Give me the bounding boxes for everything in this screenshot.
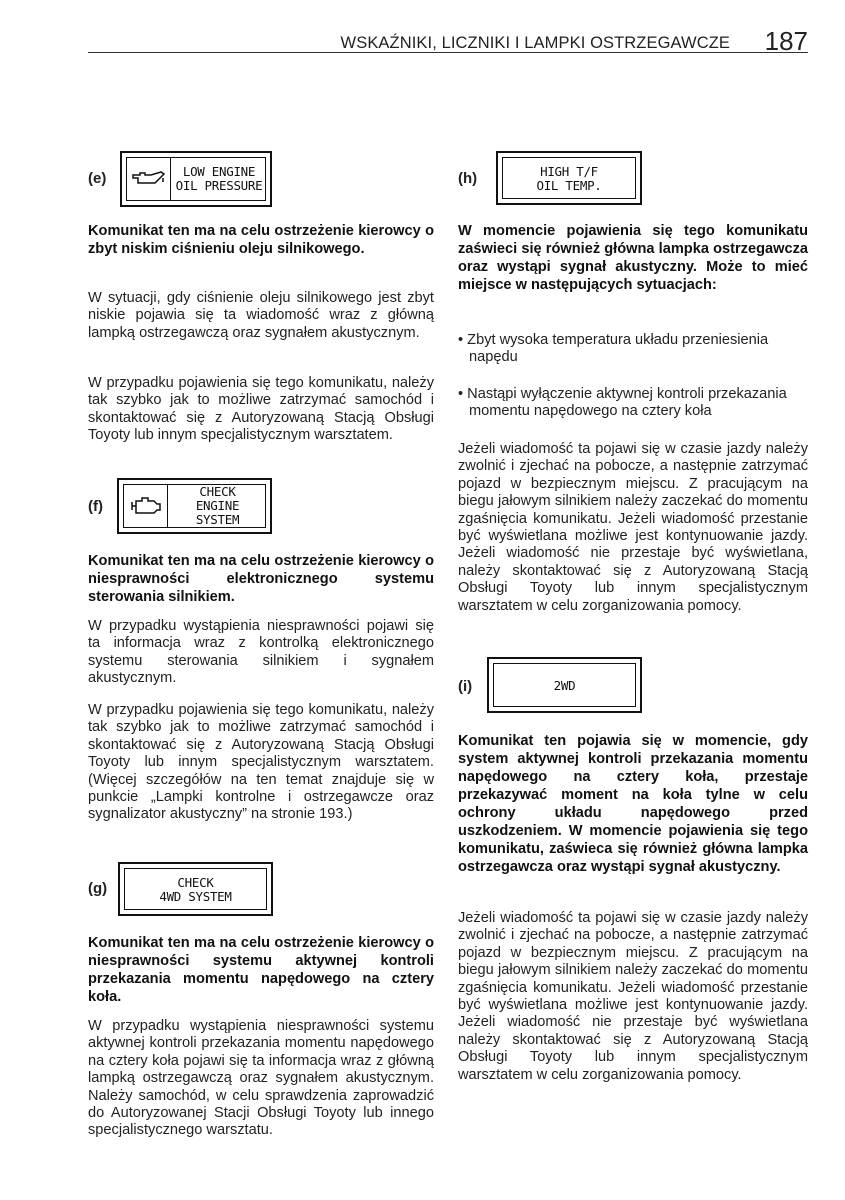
oil-can-icon bbox=[131, 169, 167, 189]
display-g-line-1: CHECK bbox=[177, 875, 214, 890]
h-paragraph-1: Jeżeli wiadomość ta pojawi się w czasie jazdy należy zwolnić i zjechać na pobocze, a następnie zatrzymać pojazd w bezpiecznym miejscu. Z pracującym na biegu jałowym silnikiem należy zaczekać do momentu zgaśnięcia komunikatu. Jeżeli wiadomość przestanie być wyświetlana możliwe jest kontynuowanie jazdy. Jeżeli wiadomość nie przestaje być wyświetlana, należy skontaktować się z Autoryzowaną Stacją Obsługi Toyoty lub innym specjalistycznym warsztatem w celu zorganizowania pomocy. bbox=[458, 441, 808, 614]
display-g-check-4wd bbox=[118, 862, 273, 916]
display-tag-e: (e) bbox=[88, 170, 107, 187]
display-f-check-engine bbox=[117, 478, 272, 534]
e-heading: Komunikat ten ma na celu ostrzeżenie kierowcy o zbyt niskim ciśnieniu oleju silnikowego. bbox=[88, 223, 434, 257]
i-heading: Komunikat ten pojawia się w momencie, gdy system aktywnej kontroli przekazania momentu napędowego na cztery koła, przestaje przekazywać moment na koła tylne w celu ochrony układu napędowego przed uszkodzeniem. W momencie pojawienia się tego komunikatu, zaświeca się również główna lampka ostrzegawcza oraz wystąpi sygnał akustyczny. bbox=[458, 733, 808, 875]
display-e-low-oil-pressure bbox=[120, 151, 272, 207]
f-heading: Komunikat ten ma na celu ostrzeżenie kierowcy o niesprawności elektronicznego systemu sterowania silnikiem. bbox=[88, 553, 434, 605]
display-f-line-2: ENGINE bbox=[195, 498, 240, 513]
display-tag-h: (h) bbox=[458, 170, 478, 187]
h-bullet-1: • Zbyt wysoka temperatura układu przeniesienia napędu bbox=[458, 332, 769, 366]
f-paragraph-2: W przypadku pojawienia się tego komunikatu, należy tak szybko jak to możliwe zatrzymać samochód i skontaktować się z Autoryzowaną Stacją Obsługi Toyoty lub innym specjalistycznym warsztatem. (Więcej szczegółów na ten temat znajduje się w punkcie „Lampki kontrolne i ostrzegawcze oraz sygnalizator akustyczny” na stronie 193.) bbox=[88, 702, 434, 823]
header-rule bbox=[88, 52, 808, 53]
i-paragraph-1: Jeżeli wiadomość ta pojawi się w czasie jazdy należy zwolnić i zjechać na pobocze, a następnie zatrzymać pojazd w bezpiecznym miejscu. Z pracującym na biegu jałowym silnikiem należy zaczekać do momentu zgaśnięcia komunikatu. Jeżeli wiadomość przestanie być wyświetlana możliwe jest kontynuowanie jazdy. Jeżeli wiadomość nie przestaje być wyświetlana należy skontaktować się z Autoryzowaną Stacją Obsługi Toyoty lub innym specjalistycznym warsztatem w celu zorganizowania pomocy. bbox=[458, 910, 808, 1083]
page-number: 187 bbox=[764, 26, 808, 56]
display-h-high-tf-oil-temp bbox=[496, 151, 642, 205]
section-title: WSKAŹNIKI, LICZNIKI I LAMPKI OSTRZEGAWCZE bbox=[340, 34, 730, 52]
display-e-line-1: LOW ENGINE bbox=[182, 164, 256, 179]
e-paragraph-2: W przypadku pojawienia się tego komunikatu, należy tak szybko jak to możliwe zatrzymać samochód i skontaktować się z Autoryzowaną Stacją Obsługi Toyoty lub innym specjalistycznym warsztatem. bbox=[88, 375, 434, 444]
display-f-line-3: SYSTEM bbox=[195, 512, 240, 527]
display-h-line-2: OIL TEMP. bbox=[536, 178, 602, 193]
g-paragraph-1: W przypadku wystąpienia niesprawności systemu aktywnej kontroli przekazania momentu napędowego na cztery koła pojawi się ta informacja wraz z główną lampką ostrzegawczą oraz sygnałem akustycznym. Należy samochód, w celu sprawdzenia zaprowadzić do Autoryzowanej Stacji Obsługi Toyoty lub innego specjalistycznego warsztatu. bbox=[88, 1018, 434, 1139]
display-tag-g: (g) bbox=[88, 880, 108, 897]
display-f-line-1: CHECK bbox=[199, 484, 236, 499]
g-heading: Komunikat ten ma na celu ostrzeżenie kierowcy o niesprawności systemu aktywnej kontroli przekazania momentu napędowego na cztery koła. bbox=[88, 935, 434, 1005]
f-paragraph-1: W przypadku wystąpienia niesprawności pojawi się ta informacja wraz z kontrolką elektronicznego systemu sterowania silnikiem i sygnałem akustycznym. bbox=[88, 618, 434, 687]
display-tag-i: (i) bbox=[458, 678, 473, 695]
display-i-2wd bbox=[487, 657, 642, 713]
engine-icon bbox=[128, 495, 164, 517]
h-bullet-2: • Nastąpi wyłączenie aktywnej kontroli przekazania momentu napędowego na cztery koła bbox=[458, 386, 787, 420]
display-e-line-2: OIL PRESSURE bbox=[175, 178, 263, 193]
display-tag-f: (f) bbox=[88, 498, 103, 515]
page-header bbox=[88, 26, 808, 56]
display-g-line-2: 4WD SYSTEM bbox=[159, 889, 232, 904]
e-paragraph-1: W sytuacji, gdy ciśnienie oleju silnikowego jest zbyt niskie pojawia się ta wiadomość wraz z główną lampką ostrzegawczą oraz sygnałem akustycznym. bbox=[88, 290, 434, 341]
display-h-line-1: HIGH T/F bbox=[540, 164, 598, 179]
h-heading: W momencie pojawienia się tego komunikatu zaświeci się również główna lampka ostrzegawcza oraz wystąpi sygnał akustyczny. Może to mieć miejsce w następujących sytuacjach: bbox=[458, 223, 808, 293]
display-i-line-1: 2WD bbox=[553, 678, 576, 693]
